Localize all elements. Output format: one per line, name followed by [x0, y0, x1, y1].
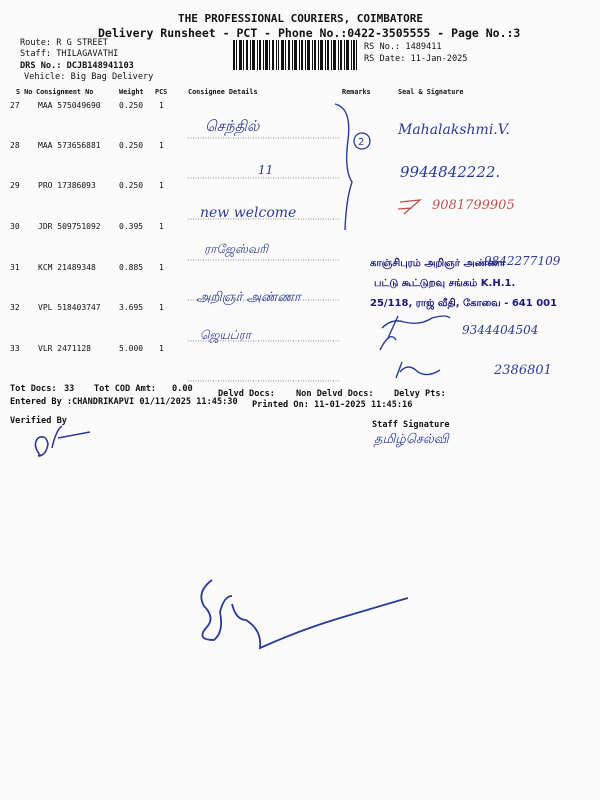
rubber-stamp — [370, 258, 557, 310]
row-weight: 0.250 — [119, 101, 144, 110]
seal-handwriting: 9842277109 — [484, 254, 561, 268]
seal-handwriting: Mahalakshmi.V. — [398, 122, 510, 138]
page-subtitle: Delivery Runsheet - PCT - Phone No.:0422-3505555 - Page No.:3 — [98, 26, 521, 40]
route-field: Route: R G STREET — [20, 38, 108, 48]
printed-on: Printed On: 11-01-2025 11:45:16 — [252, 400, 413, 410]
verified-by-label: Verified By — [10, 416, 67, 426]
row-sno: 32 — [10, 303, 20, 312]
seal-handwriting: 9944842222. — [400, 163, 501, 181]
stamp-line-1: காஞ்சிபுரம் அறிஞர் அண்ணா — [370, 258, 506, 269]
row-consignment: VLR 2471128 — [38, 344, 91, 353]
svg-text:2: 2 — [358, 137, 365, 148]
row-pcs: 1 — [159, 141, 164, 150]
row-consignment: JDR 509751092 — [38, 222, 101, 231]
tot-docs-label: Tot Docs: — [10, 384, 57, 394]
consignee-handwriting: new welcome — [200, 205, 297, 221]
col-header-seal: Seal & Signature — [398, 88, 464, 96]
rs-number: RS No.: 1489411 — [364, 42, 442, 52]
seal-signature-32 — [380, 316, 450, 350]
row-consignment: VPL 518403747 — [38, 303, 101, 312]
consignee-handwriting: அறிஞர் அண்ணா — [196, 290, 301, 305]
seal-handwriting: 9344404504 — [462, 323, 539, 337]
col-header-consignment: Consignment No — [36, 88, 94, 96]
tot-cod-value: 0.00 — [172, 384, 193, 394]
col-header-pcs: PCS — [155, 88, 168, 96]
rs-date: RS Date: 11-Jan-2025 — [364, 54, 468, 64]
staff-field: Staff: THILAGAVATHI — [20, 49, 119, 59]
consignee-handwriting: 11 — [258, 163, 274, 177]
col-header-remarks: Remarks — [342, 88, 371, 96]
col-header-consignee: Consignee Details — [188, 88, 258, 96]
row-weight: 5.000 — [119, 344, 144, 353]
row-consignment: KCM 21489348 — [38, 263, 96, 272]
col-header-weight: Weight — [119, 88, 144, 96]
large-signature — [201, 580, 408, 648]
entered-by: Entered By :CHANDRIKAPVI 01/11/2025 11:45:30 — [10, 397, 238, 407]
row-pcs: 1 — [159, 101, 164, 110]
row-consignment: PRO 17386093 — [38, 181, 96, 190]
row-weight: 0.250 — [119, 141, 144, 150]
page-title: THE PROFESSIONAL COURIERS, COIMBATORE — [178, 12, 424, 25]
row-consignment: MAA 575049690 — [38, 101, 101, 110]
seal-handwriting: 9081799905 — [432, 198, 515, 213]
remarks-bracket — [335, 104, 352, 230]
vehicle-field: Vehicle: Big Bag Delivery — [24, 72, 154, 82]
delvy-pts: Delvy Pts: — [394, 389, 446, 399]
seal-signature-33 — [396, 362, 440, 378]
row-pcs: 1 — [159, 303, 164, 312]
tot-docs-value: 33 — [64, 384, 75, 394]
row-sno: 31 — [10, 263, 20, 272]
row-weight: 0.885 — [119, 263, 144, 272]
delvd-docs: Delvd Docs: — [218, 389, 275, 399]
row-pcs: 1 — [159, 263, 164, 272]
row-sno: 33 — [10, 344, 20, 353]
row-weight: 0.250 — [119, 181, 144, 190]
row-pcs: 1 — [159, 344, 164, 353]
row-sno: 29 — [10, 181, 20, 190]
stamp-line-3: 25/118, ராஜ் வீதி, கோவை - 641 001 — [370, 298, 558, 309]
row-weight: 3.695 — [119, 303, 144, 312]
row-sno: 28 — [10, 141, 20, 150]
row-weight: 0.395 — [119, 222, 144, 231]
red-ink-mark — [398, 200, 420, 214]
col-header-sno: S No — [16, 88, 33, 96]
staff-signature-handwriting: தமிழ்செல்வி — [374, 432, 449, 447]
consignee-handwriting: ராஜேஸ்வரி — [204, 242, 269, 256]
stamp-line-2: பட்டு கூட்டுறவு சங்கம் K.H.1. — [374, 278, 516, 289]
staff-signature-label: Staff Signature — [372, 420, 450, 430]
seal-handwriting: 2386801 — [494, 363, 552, 378]
row-pcs: 1 — [159, 181, 164, 190]
consignee-handwriting: ஜெயப்ரா — [200, 328, 252, 342]
drs-number: DRS No.: DCJB148941103 — [20, 61, 134, 71]
verified-signature — [35, 426, 90, 456]
tot-cod-label: Tot COD Amt: — [94, 384, 157, 394]
consignee-handwriting: செந்தில் — [205, 117, 260, 135]
row-pcs: 1 — [159, 222, 164, 231]
row-sno: 27 — [10, 101, 20, 110]
row-consignment: MAA 573656881 — [38, 141, 101, 150]
non-delvd-docs: Non Delvd Docs: — [296, 389, 374, 399]
row-sno: 30 — [10, 222, 20, 231]
